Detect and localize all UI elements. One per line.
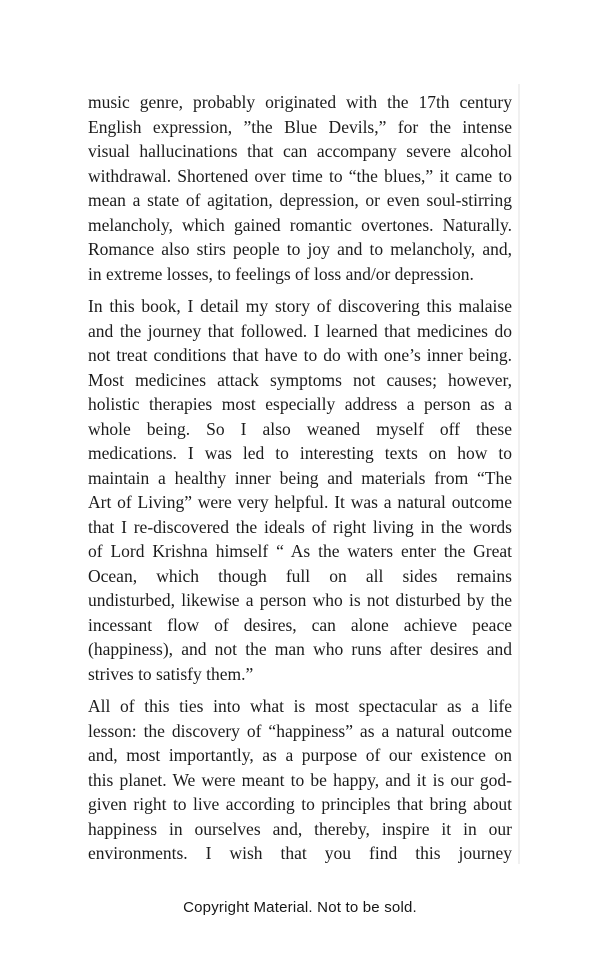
text-line: lesson: the discovery of “happiness” as a natural outcome bbox=[88, 720, 512, 741]
body-paragraph bbox=[88, 694, 512, 866]
body-text bbox=[88, 90, 512, 866]
text-line: visual hallucinations that can accompany severe alcohol bbox=[88, 141, 512, 161]
text-line: (happiness), and not the man who runs after desires and bbox=[88, 639, 512, 659]
text-line: Art of Living” were very helpful. It was a natural outcome bbox=[88, 492, 512, 512]
text-line: Romance also stirs people to joy and to melancholy, and, bbox=[88, 239, 512, 259]
text-line: and the journey that followed. I learned that medicines do bbox=[88, 320, 512, 341]
text-line: undisturbed, likewise a person who is not disturbed by the bbox=[88, 590, 512, 610]
text-line: holistic therapies most especially address a person as a bbox=[88, 394, 512, 414]
text-line: given right to live according to principles that bring about bbox=[88, 794, 512, 814]
text-line: medications. I was led to interesting texts on how to bbox=[88, 443, 512, 463]
scan-edge-artifact bbox=[518, 84, 520, 864]
text-line: whole being. So I also weaned myself off these bbox=[88, 418, 512, 439]
text-line: withdrawal. Shortened over time to “the blues,” it came to bbox=[88, 165, 512, 186]
text-line: melancholy, which gained romantic overtones. Naturally. bbox=[88, 214, 512, 235]
text-line: that I re-discovered the ideals of right living in the words bbox=[88, 516, 512, 537]
body-paragraph bbox=[88, 90, 512, 286]
text-line: Ocean, which though full on all sides remains bbox=[88, 565, 512, 586]
text-line: of Lord Krishna himself “ As the waters enter the Great bbox=[88, 541, 512, 561]
text-line: mean a state of agitation, depression, or even soul-stirring bbox=[88, 190, 512, 210]
text-line: this planet. We were meant to be happy, and it is our god- bbox=[88, 769, 512, 790]
copyright-notice: Copyright Material. Not to be sold. bbox=[183, 899, 417, 916]
text-line: environments. I wish that you find this journey bbox=[88, 843, 512, 863]
text-line: strives to satisfy them.” bbox=[88, 663, 254, 684]
text-line: In this book, I detail my story of discovering this malaise bbox=[88, 296, 512, 316]
text-line: in extreme losses, to feelings of loss and/or depression. bbox=[88, 263, 474, 284]
text-line: All of this ties into what is most spectacular as a life bbox=[88, 696, 512, 716]
text-line: and, most importantly, as a purpose of our existence on bbox=[88, 745, 512, 765]
text-line: not treat conditions that have to do with one’s inner being. bbox=[88, 345, 512, 365]
text-line: happiness in ourselves and, thereby, inspire it in our bbox=[88, 818, 512, 839]
text-line: incessant flow of desires, can alone achieve peace bbox=[88, 614, 512, 635]
text-line: music genre, probably originated with the 17th century bbox=[88, 92, 512, 112]
text-line: maintain a healthy inner being and materials from “The bbox=[88, 467, 512, 488]
body-paragraph bbox=[88, 294, 512, 686]
text-line: Most medicines attack symptoms not causes; however, bbox=[88, 369, 512, 390]
text-line: English expression, ”the Blue Devils,” for the intense bbox=[88, 116, 512, 137]
